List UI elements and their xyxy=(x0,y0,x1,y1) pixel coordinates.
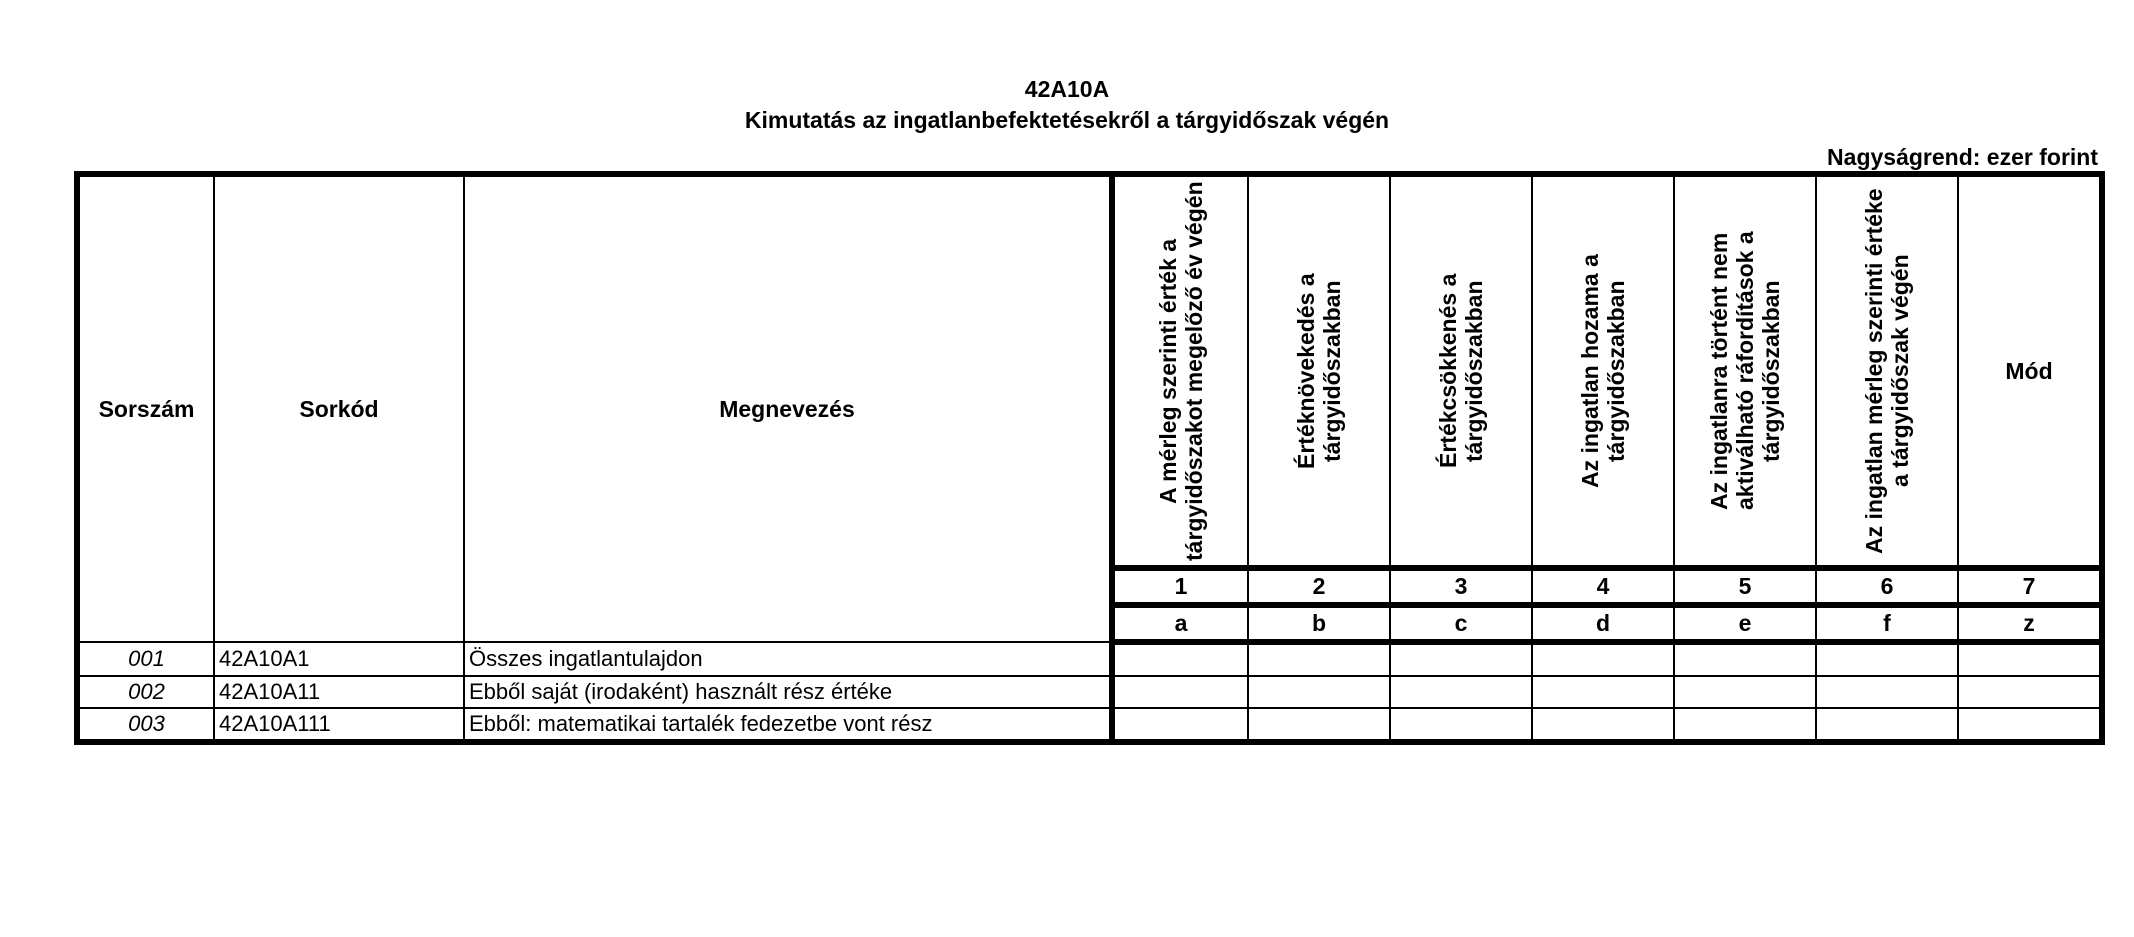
cell-input-d[interactable] xyxy=(1532,642,1674,676)
unit-label: Nagyságrend: ezer forint xyxy=(1827,144,2098,170)
cell-input-a[interactable] xyxy=(1112,708,1248,742)
cell-input-z[interactable] xyxy=(1958,676,2102,708)
col-number-7: 7 xyxy=(1958,568,2102,605)
row-sorszam: 001 xyxy=(77,642,214,676)
col-letter-c: c xyxy=(1390,605,1532,642)
report-code: 42A10A xyxy=(1024,76,1110,102)
cell-input-c[interactable] xyxy=(1390,676,1532,708)
row-sorkod: 42A10A1 xyxy=(214,642,464,676)
col-letter-b: b xyxy=(1248,605,1390,642)
col-number-6: 6 xyxy=(1816,568,1958,605)
col-header-sorkod: Sorkód xyxy=(214,174,464,642)
col-number-4: 4 xyxy=(1532,568,1674,605)
cell-input-d[interactable] xyxy=(1532,708,1674,742)
report-table xyxy=(74,171,2105,745)
cell-input-c[interactable] xyxy=(1390,708,1532,742)
col-header-4 xyxy=(1532,174,1674,568)
col-header-6 xyxy=(1816,174,1958,568)
cell-input-a[interactable] xyxy=(1112,642,1248,676)
col-letter-d: d xyxy=(1532,605,1674,642)
col-header-2-label: Értéknövekedés a tárgyidőszakban xyxy=(1293,273,1345,469)
cell-input-e[interactable] xyxy=(1674,642,1816,676)
col-letter-e: e xyxy=(1674,605,1816,642)
col-header-5 xyxy=(1674,174,1816,568)
col-number-5: 5 xyxy=(1674,568,1816,605)
row-megnevezes: Ebből: matematikai tartalék fedezetbe vont rész xyxy=(464,708,1112,742)
cell-input-f[interactable] xyxy=(1816,676,1958,708)
row-megnevezes: Ebből saját (irodaként) használt rész értéke xyxy=(464,676,1112,708)
col-header-1-label: A mérleg szerinti érték a tárgyidőszakot megelőző év végén xyxy=(1155,181,1207,561)
col-number-2: 2 xyxy=(1248,568,1390,605)
cell-input-z[interactable] xyxy=(1958,642,2102,676)
cell-input-f[interactable] xyxy=(1816,708,1958,742)
cell-input-e[interactable] xyxy=(1674,676,1816,708)
cell-input-b[interactable] xyxy=(1248,642,1390,676)
col-header-mod: Mód xyxy=(1958,174,2102,568)
table-row xyxy=(77,708,2102,742)
cell-input-a[interactable] xyxy=(1112,676,1248,708)
cell-input-b[interactable] xyxy=(1248,708,1390,742)
row-sorkod: 42A10A11 xyxy=(214,676,464,708)
row-sorszam: 003 xyxy=(77,708,214,742)
cell-input-c[interactable] xyxy=(1390,642,1532,676)
cell-input-b[interactable] xyxy=(1248,676,1390,708)
row-megnevezes: Összes ingatlantulajdon xyxy=(464,642,1112,676)
row-sorkod: 42A10A111 xyxy=(214,708,464,742)
report-title: Kimutatás az ingatlanbefektetésekről a tárgyidőszak végén xyxy=(744,107,1390,133)
col-header-3 xyxy=(1390,174,1532,568)
row-sorszam: 002 xyxy=(77,676,214,708)
cell-input-e[interactable] xyxy=(1674,708,1816,742)
col-header-3-label: Értékcsökkenés a tárgyidőszakban xyxy=(1435,273,1487,469)
cell-input-d[interactable] xyxy=(1532,676,1674,708)
col-header-2 xyxy=(1248,174,1390,568)
col-letter-a: a xyxy=(1112,605,1248,642)
col-header-6-label: Az ingatlan mérleg szerinti értéke a tárgyidőszak végén xyxy=(1861,188,1913,554)
col-header-5-label: Az ingatlanra történt nem aktiválható ráfordítások a tárgyidőszakban xyxy=(1706,231,1784,511)
col-letter-z: z xyxy=(1958,605,2102,642)
col-header-megnevezes: Megnevezés xyxy=(464,174,1112,642)
col-header-1 xyxy=(1112,174,1248,568)
table-row xyxy=(77,676,2102,708)
table-row xyxy=(77,642,2102,676)
cell-input-f[interactable] xyxy=(1816,642,1958,676)
col-letter-f: f xyxy=(1816,605,1958,642)
cell-input-z[interactable] xyxy=(1958,708,2102,742)
col-header-4-label: Az ingatlan hozama a tárgyidőszakban xyxy=(1577,254,1629,488)
col-number-1: 1 xyxy=(1112,568,1248,605)
col-header-sorszam: Sorszám xyxy=(77,174,214,642)
col-number-3: 3 xyxy=(1390,568,1532,605)
